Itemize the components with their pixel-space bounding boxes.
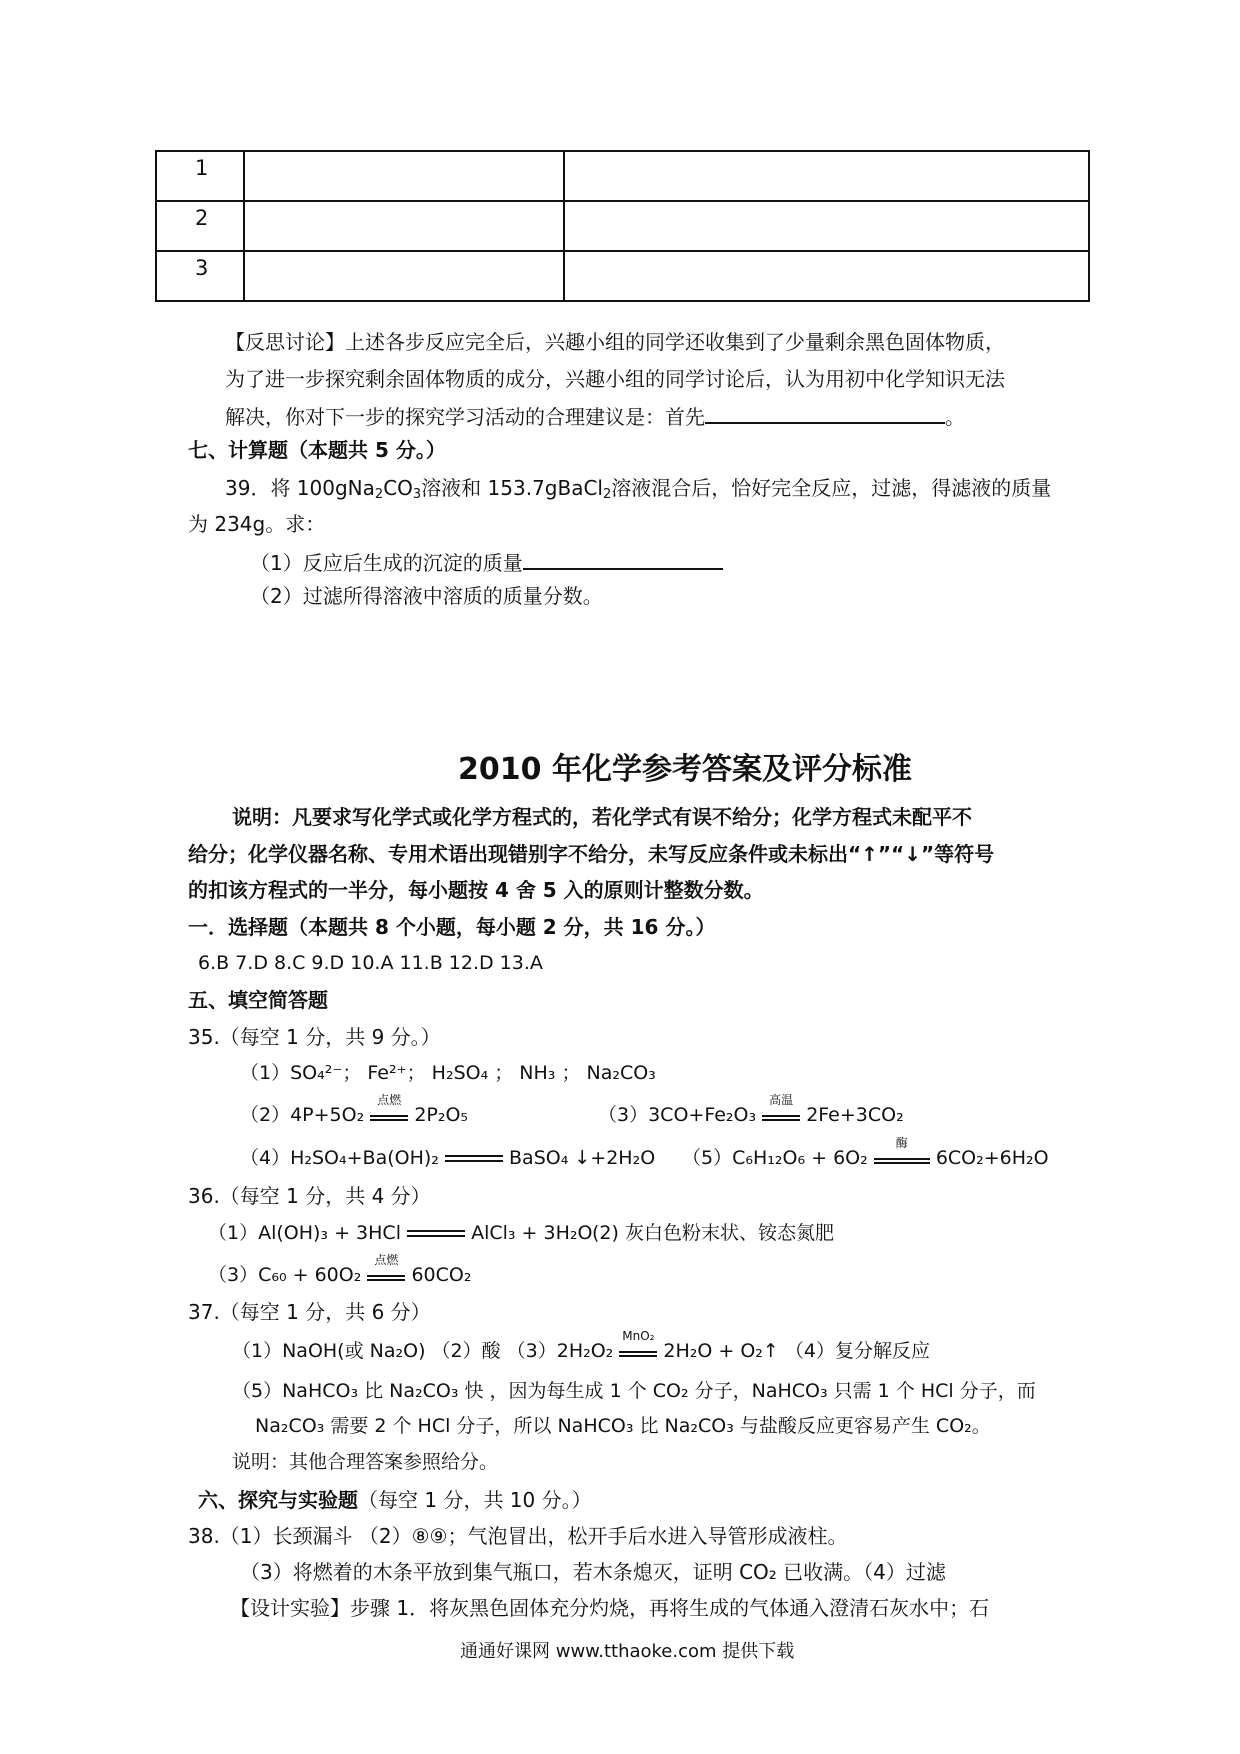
question-39-line: 为 234g。求： xyxy=(188,512,326,536)
question-head: 37.（每空 1 分，共 6 分） xyxy=(188,1300,431,1324)
note-line: 说明：凡要求写化学式或化学方程式的，若化学式有误不给分；化学方程式未配平不 xyxy=(232,805,972,829)
condition-label: 酶 xyxy=(895,1136,908,1150)
note-line: 给分；化学仪器名称、专用术语出现错别字不给分，未写反应条件或未标出“↑”“↓”等符号 xyxy=(188,842,995,866)
answer-line: （3）将燃着的木条平放到集气瓶口，若木条熄灭，证明 CO₂ 已收满。（4）过滤 xyxy=(240,1560,946,1584)
row-number: 1 xyxy=(156,151,244,201)
table-row xyxy=(156,201,1089,251)
text: 39．将 100gNa xyxy=(225,476,375,500)
equation-sign xyxy=(370,1093,408,1121)
condition-label: 高温 xyxy=(769,1093,794,1107)
equation-sign xyxy=(762,1093,800,1121)
text: 2P₂O₅ xyxy=(414,1104,469,1126)
text: 6CO₂+6H₂O xyxy=(935,1147,1049,1169)
text: 2H₂O + O₂↑ （4）复分解反应 xyxy=(663,1340,930,1362)
section-heading xyxy=(198,1488,592,1512)
answer-line: （1）SO₄²⁻； Fe²⁺； H₂SO₄ ； NH₃ ； Na₂CO₃ xyxy=(240,1062,656,1084)
condition-label: MnO₂ xyxy=(622,1329,655,1343)
text: （5）C₆H₁₂O₆ + 6O₂ xyxy=(682,1147,868,1169)
section-heading: 五、填空简答题 xyxy=(188,988,328,1012)
text: （3）3CO+Fe₂O₃ xyxy=(598,1104,757,1126)
equation-sign xyxy=(445,1155,503,1162)
reflection-line: 【反思讨论】上述各步反应完全后，兴趣小组的同学还收集到了少量剩余黑色固体物质， xyxy=(225,330,1005,354)
question-39-part xyxy=(250,548,723,575)
text: （3）C₆₀ + 60O₂ xyxy=(208,1264,362,1286)
answer-line xyxy=(682,1136,1049,1170)
text: 2Fe+3CO₂ xyxy=(806,1104,904,1126)
text: 溶液和 153.7gBaCl xyxy=(421,476,603,500)
section-heading: 一．选择题（本题共 8 个小题，每小题 2 分，共 16 分。） xyxy=(188,915,716,939)
text: （2）4P+5O₂ xyxy=(240,1104,365,1126)
answer-line: (2) 灰白色粉末状、铵态氮肥 xyxy=(592,1222,834,1244)
section-heading: 七、计算题（本题共 5 分。） xyxy=(188,438,446,462)
answer-line: 38.（1）长颈漏斗 （2）⑧⑨；气泡冒出，松开手后水进入导管形成液柱。 xyxy=(188,1524,848,1548)
text: 60CO₂ xyxy=(411,1264,472,1286)
question-head: 36.（每空 1 分，共 4 分） xyxy=(188,1184,431,1208)
answer-blank xyxy=(523,548,723,570)
page-footer: 通通好课网 www.tthaoke.com 提供下载 xyxy=(460,1641,795,1662)
equation-sign xyxy=(407,1230,465,1237)
text: （1）反应后生成的沉淀的质量 xyxy=(250,551,523,575)
table-row xyxy=(156,151,1089,201)
table-cell xyxy=(564,201,1089,251)
reflection-line: 为了进一步探究剩余固体物质的成分，兴趣小组的同学讨论后，认为用初中化学知识无法 xyxy=(225,367,1005,391)
table-cell xyxy=(244,201,564,251)
text: CO xyxy=(383,476,413,500)
condition-label: 点燃 xyxy=(374,1253,399,1267)
text: （4）H₂SO₄+Ba(OH)₂ xyxy=(240,1147,439,1169)
table-cell xyxy=(244,251,564,301)
answer-line xyxy=(240,1093,469,1127)
answer-line: 【设计实验】步骤 1．将灰黑色固体充分灼烧，再将生成的气体通入澄清石灰水中；石 xyxy=(230,1596,990,1620)
text: （每空 1 分，共 10 分。） xyxy=(358,1488,592,1512)
text: AlCl₃ + 3H₂O xyxy=(471,1222,593,1244)
table-row xyxy=(156,251,1089,301)
row-number: 2 xyxy=(156,201,244,251)
table-cell xyxy=(564,251,1089,301)
answer-line xyxy=(598,1093,904,1127)
answer-line xyxy=(240,1147,655,1170)
question-39-line: 39．将 $100gNa_2CO_3$溶液和 153.7gBaCl$_2$溶液混合后，恰好完全反应，过滤，得滤液的质量 xyxy=(225,476,1052,502)
table-cell xyxy=(564,151,1089,201)
text: （1）NaOH(或 Na₂O) （2）酸 （3）2H₂O₂ xyxy=(232,1340,614,1362)
equation-sign xyxy=(874,1136,930,1164)
equation-sign xyxy=(619,1329,657,1357)
question-39-part: （2）过滤所得溶液中溶质的质量分数。 xyxy=(250,584,603,608)
question-head: 35.（每空 1 分，共 9 分。） xyxy=(188,1025,441,1049)
steps-table xyxy=(155,150,1090,302)
answer-line: Na₂CO₃ 需要 2 个 HCl 分子，所以 NaHCO₃ 比 Na₂CO₃ 与盐酸反应更容易产生 CO₂。 xyxy=(255,1415,991,1437)
answer-line xyxy=(208,1253,472,1287)
choice-answers: 6.B 7.D 8.C 9.D 10.A 11.B 12.D 13.A xyxy=(198,952,543,974)
text: 溶液混合后，恰好完全反应，过滤，得滤液的质量 xyxy=(611,476,1052,500)
answer-line xyxy=(232,1329,930,1363)
answer-blank xyxy=(705,402,945,424)
page-title: 2010 年化学参考答案及评分标准 xyxy=(458,752,912,787)
row-number: 3 xyxy=(156,251,244,301)
text: （1）Al(OH)₃ + 3HCl xyxy=(208,1222,401,1244)
text: BaSO₄ ↓+2H₂O xyxy=(509,1147,656,1169)
note-line: 说明：其他合理答案参照给分。 xyxy=(232,1451,499,1473)
text: 六、探究与实验题 xyxy=(198,1488,358,1512)
equation-sign xyxy=(367,1253,405,1281)
period: 。 xyxy=(945,405,965,429)
condition-label: 点燃 xyxy=(377,1093,402,1107)
answer-line xyxy=(208,1222,592,1245)
answer-line: （5）NaHCO₃ 比 Na₂CO₃ 快 ，因为每生成 1 个 CO₂ 分子，NaHCO₃ 只需 1 个 HCl 分子，而 xyxy=(232,1380,1036,1402)
note-line: 的扣该方程式的一半分，每小题按 4 舍 5 入的原则计整数分数。 xyxy=(188,878,764,902)
reflection-text: 解决，你对下一步的探究学习活动的合理建议是：首先 xyxy=(225,405,705,429)
reflection-line xyxy=(225,402,965,429)
table-cell xyxy=(244,151,564,201)
